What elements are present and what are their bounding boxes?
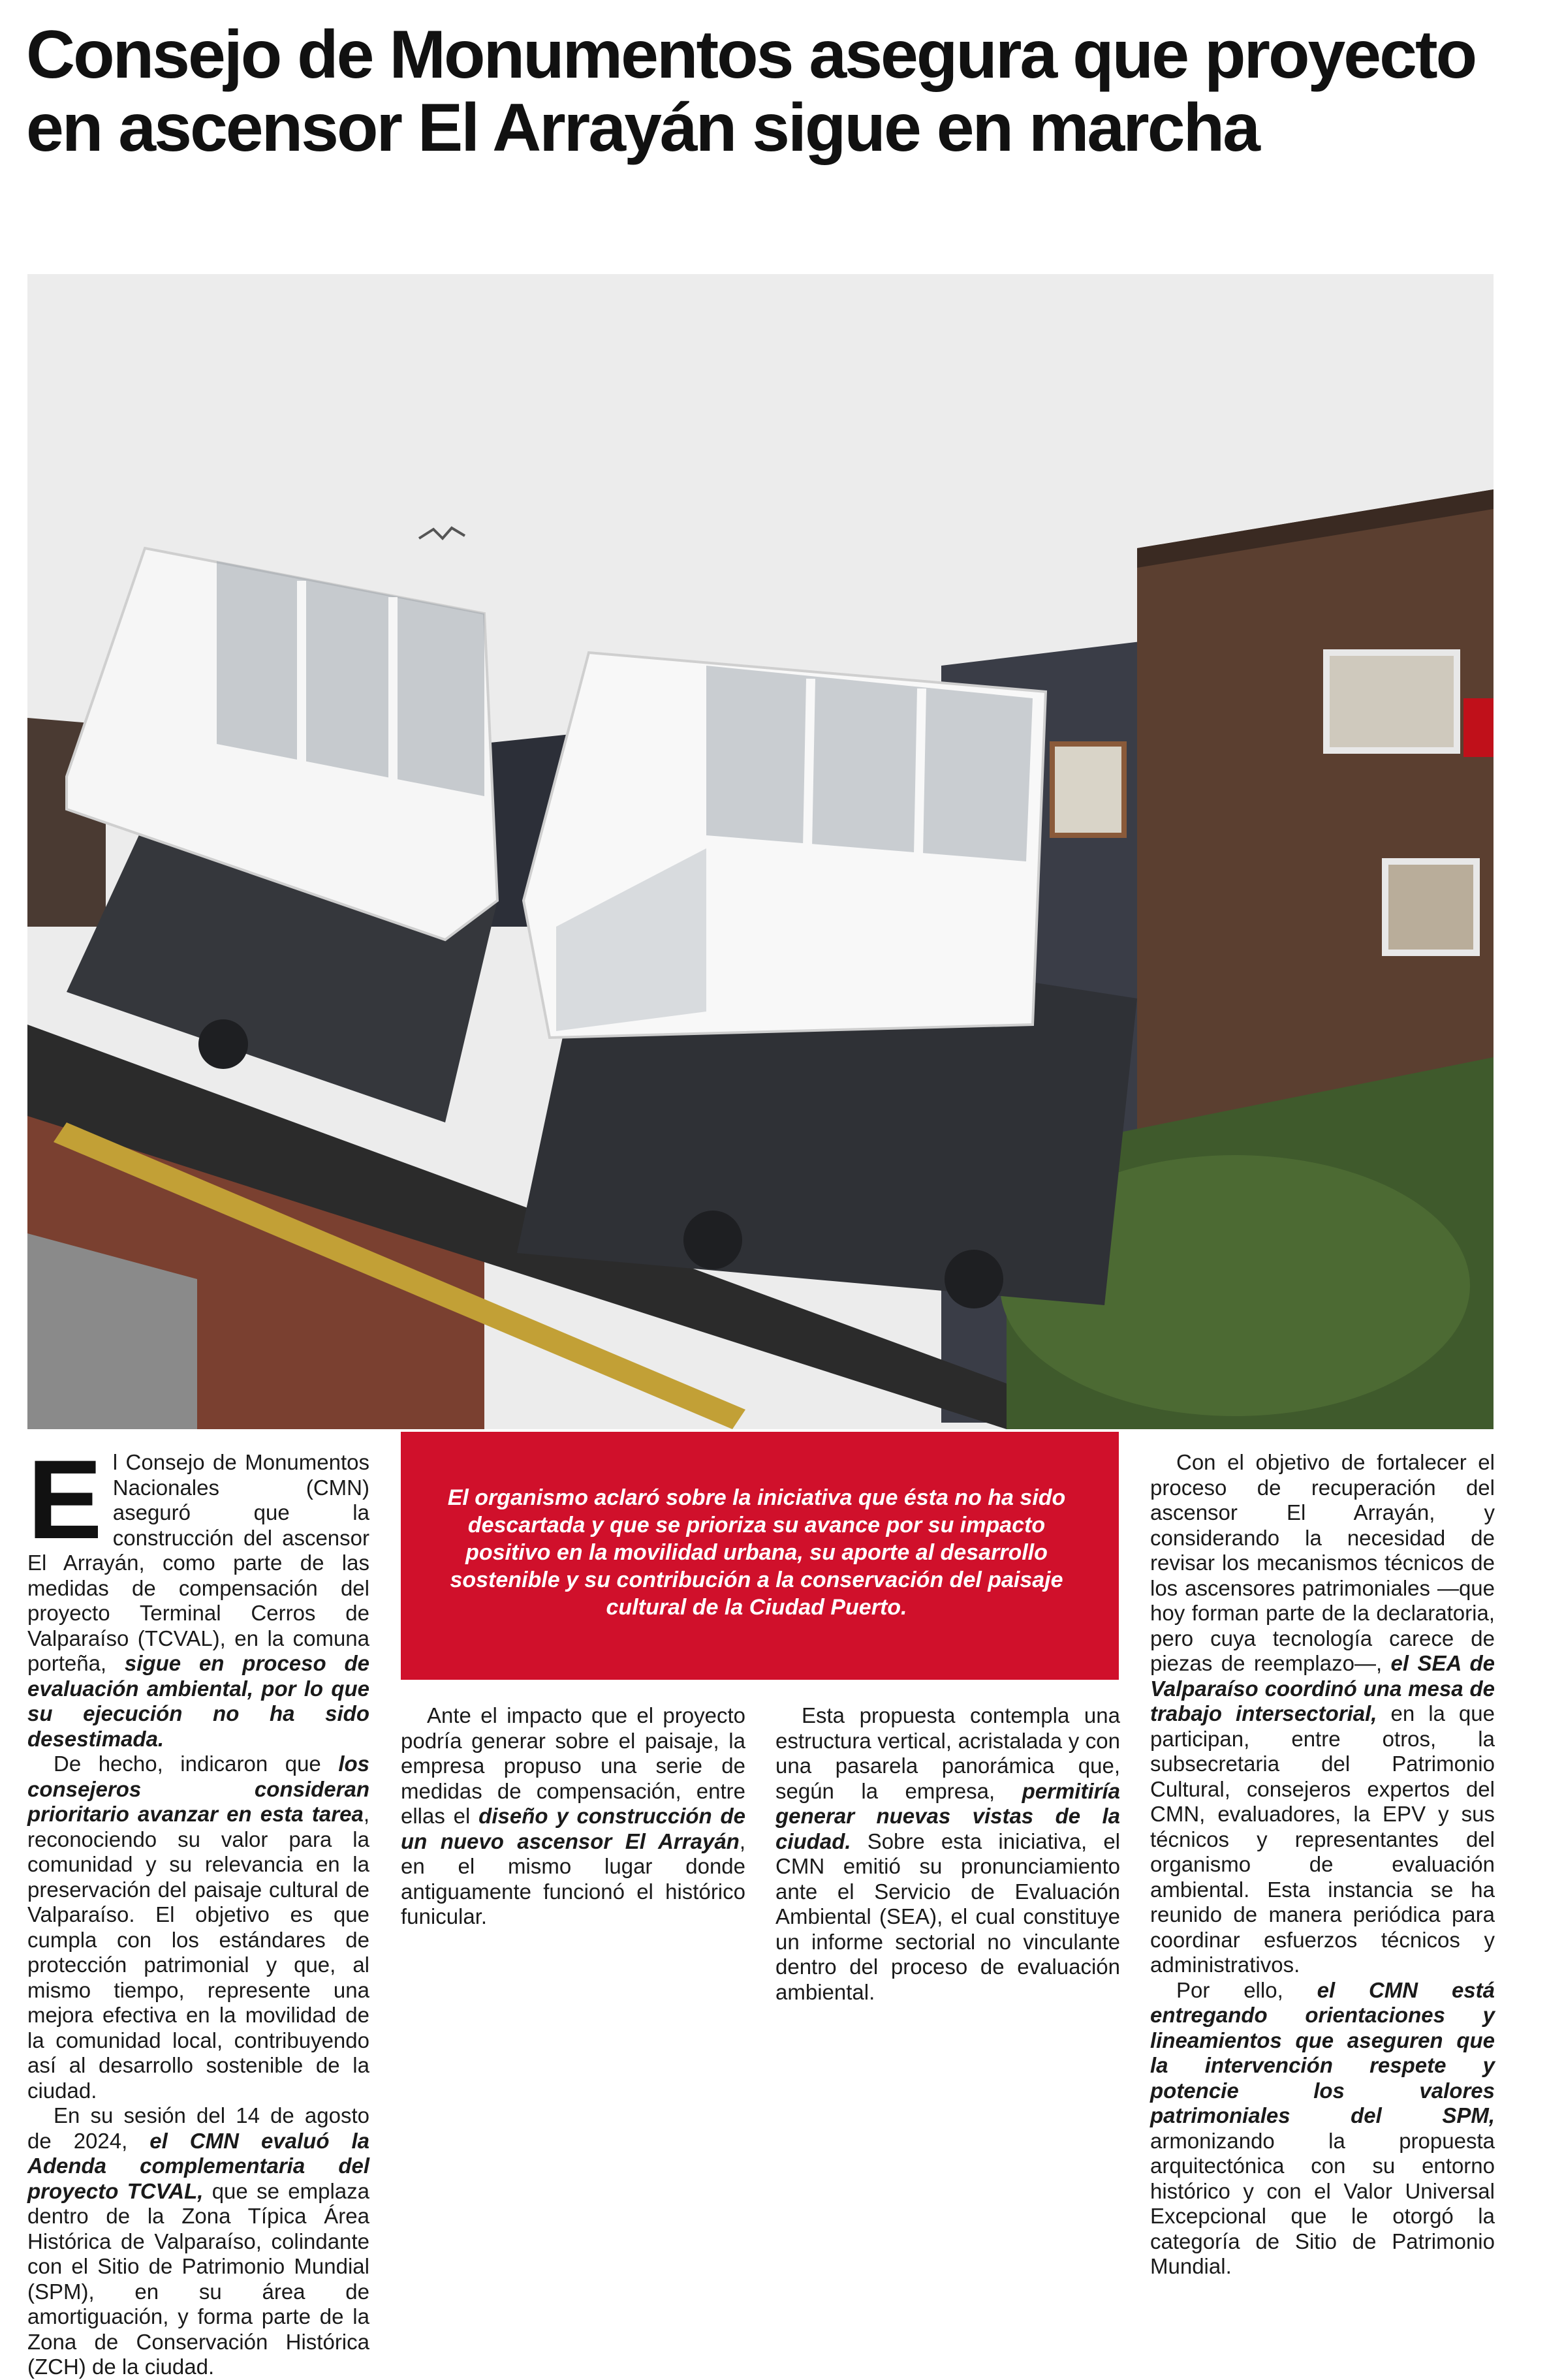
column-2 xyxy=(401,1703,745,1930)
paragraph-7: Por ello, el CMN está entregando orientaciones y lineamientos que aseguren que la intervención respete y potencie los valores patrimoniales del SPM, armonizando la propuesta arquitectónica con su entorno histórico y con el Valor Universal Excepcional que le otorgó la categoría de Sitio de Patrimonio Mundial. xyxy=(1150,1977,1495,2278)
paragraph-6: Con el objetivo de fortalecer el proceso de recuperación del ascensor El Arrayán, y considerando la necesidad de revisar los mecanismos técnicos de los ascensores patrimoniales —que hoy forman parte de la declaratoria, pero cuya tecnología carece de piezas de reemplazo—, el SEA de Valparaíso coordinó una mesa de trabajo intersectorial, en la que participan, entre otros, la subsecretaria del Patrimonio Cultural, consejeros expertos del CMN, evaluadores, la EPV y sus técnicos y representantes del organismo de evaluación ambiental. Esta instancia se ha reunido de manera periódica para coordinar esfuerzos técnicos y administrativos. xyxy=(1150,1450,1495,1977)
funicular-cars-photo-icon xyxy=(27,274,1494,1429)
paragraph-3-start: En su sesión del 14 de agosto de 2024, el CMN evaluó la Adenda complementaria del proyecto TCVAL, que se emplaza dentro de la Zona Típica Área Histórica de Valparaíso, colindante con el Sitio de Patrimonio Mundial (SPM), en su área de amortiguación, y forma parte de la Zona de Conservación Histórica (ZCH) de la ciudad. xyxy=(27,2103,369,2379)
pull-quote: El organismo aclaró sobre la iniciativa que ésta no ha sido descartada y que se prioriza su avance por su impacto positivo en la movilidad urbana, su aporte al desarrollo sostenible y su contribución a la conservación del paisaje cultural de la Ciudad Puerto. xyxy=(401,1432,1119,1680)
drop-cap: E xyxy=(27,1437,102,1562)
paragraph-5: Esta propuesta contempla una estructura vertical, acristalada y con una pasarela panorámica que, según la empresa, permitiría generar nuevas vistas de la ciudad. Sobre esta iniciativa, el CMN emitió su pronunciamiento ante el Servicio de Evaluación Ambiental (SEA), el cual constituye un informe sectorial no vinculante dentro del proceso de evaluación ambiental. xyxy=(775,1703,1120,2004)
headline: Consejo de Monumentos asegura que proyecto en ascensor El Arrayán sigue en marcha xyxy=(26,17,1476,166)
column-3 xyxy=(775,1703,1120,2005)
column-1 xyxy=(27,1437,369,2380)
funicular-photo xyxy=(27,274,1494,1429)
paragraph-1: l Consejo de Monumentos Nacionales (CMN) aseguró que la construcción del ascensor El Arrayán, como parte de las medidas de compensación del proyecto Terminal Cerros de Valparaíso (TCVAL), en la comuna porteña, sigue en proceso de evaluación ambiental, por lo que su ejecución no ha sido desestimada. xyxy=(27,1450,369,1751)
paragraph-2: De hecho, indicaron que los consejeros consideran prioritario avanzar en esta tarea, reconociendo su valor para la comunidad y su relevancia en la preservación del paisaje cultural de Valparaíso. El objetivo es que cumpla con los estándares de protección patrimonial y que, al mismo tiempo, represente una mejora efectiva en la movilidad de la comunidad local, contribuyendo así al desarrollo sostenible de la ciudad. xyxy=(27,1752,369,2103)
column-4 xyxy=(1150,1450,1495,2280)
paragraph-4: Ante el impacto que el proyecto podría generar sobre el paisaje, la empresa propuso una serie de medidas de compensación, entre ellas el diseño y construcción de un nuevo ascensor El Arrayán, en el mismo lugar donde antiguamente funcionó el histórico funicular. xyxy=(401,1703,746,1928)
